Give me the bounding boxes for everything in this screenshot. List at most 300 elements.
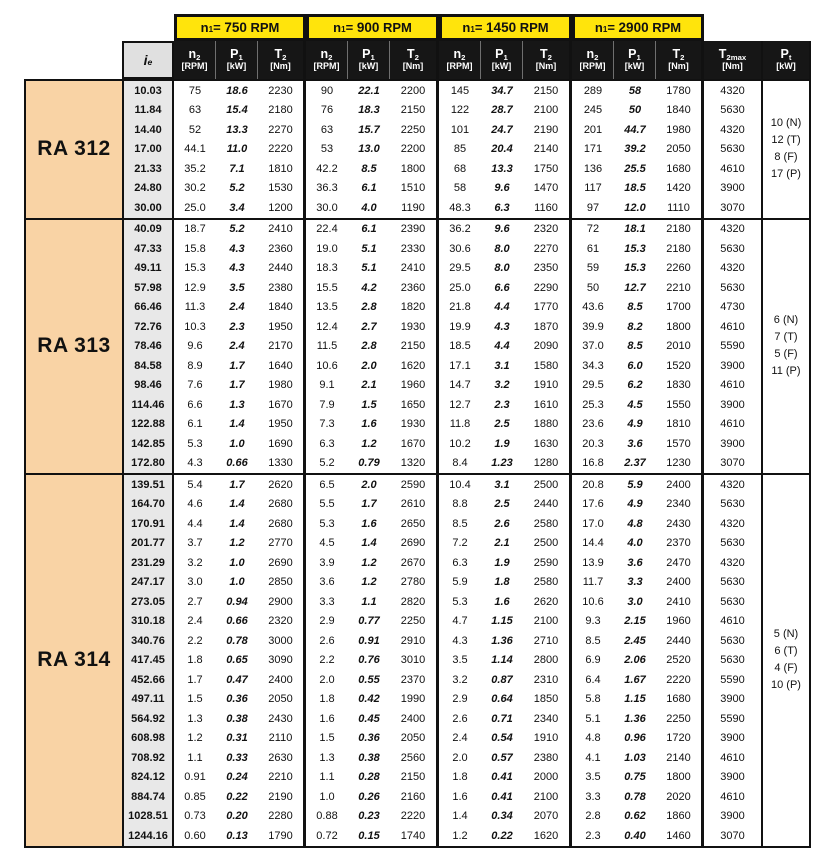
t2-cell: 1800 xyxy=(656,317,704,337)
n2-cell: 5.2 xyxy=(306,454,348,474)
n2-cell: 3.7 xyxy=(174,534,216,554)
p1-header xyxy=(216,41,258,79)
n2-cell: 22.4 xyxy=(306,220,348,240)
symbol-letter: n xyxy=(594,20,603,35)
n2-cell: 10.3 xyxy=(174,317,216,337)
symbol-letter: P xyxy=(230,47,239,62)
header-unit: [RPM] xyxy=(446,60,473,71)
p1-cell: 0.62 xyxy=(614,807,656,827)
t2-cell: 1690 xyxy=(258,434,306,454)
n2-cell: 4.1 xyxy=(572,748,614,768)
t2-cell: 1860 xyxy=(656,807,704,827)
pt-note-line: 11 (P) xyxy=(771,365,801,378)
n2-cell: 0.60 xyxy=(174,826,216,846)
symbol-letter: n xyxy=(200,20,209,35)
t2-cell: 1640 xyxy=(258,356,306,376)
ratio-cell: 40.09 xyxy=(122,220,174,240)
n2-cell: 19.0 xyxy=(306,239,348,259)
n2-cell: 2.6 xyxy=(306,631,348,651)
pt-note-line: 7 (T) xyxy=(774,331,798,344)
symbol-letter: n xyxy=(462,20,471,35)
t2-cell: 2150 xyxy=(523,81,572,101)
p1-cell: 39.2 xyxy=(614,140,656,160)
p1-cell: 0.65 xyxy=(216,651,258,671)
t2-cell: 2090 xyxy=(523,337,572,357)
t2-cell: 2500 xyxy=(523,534,572,554)
ratio-cell: 57.98 xyxy=(122,278,174,298)
p1-cell: 6.2 xyxy=(614,376,656,396)
t2-cell: 2340 xyxy=(656,495,704,515)
n2-cell: 36.2 xyxy=(439,220,481,240)
n2-cell: 58 xyxy=(439,179,481,199)
p1-cell: 0.64 xyxy=(481,690,523,710)
ratio-cell: 417.45 xyxy=(122,651,174,671)
t2max-cell: 4320 xyxy=(704,120,763,140)
ratio-cell: 247.17 xyxy=(122,573,174,593)
t2max-cell: 3900 xyxy=(704,768,763,788)
n2-cell: 1.8 xyxy=(174,651,216,671)
p1-cell: 8.5 xyxy=(614,298,656,318)
p1-cell: 0.75 xyxy=(614,768,656,788)
t2-cell: 2220 xyxy=(656,670,704,690)
p1-cell: 8.5 xyxy=(614,337,656,357)
n2-cell: 4.6 xyxy=(174,495,216,515)
t2-cell: 2320 xyxy=(523,220,572,240)
speed-unit: RPM xyxy=(648,20,682,35)
p1-cell: 1.03 xyxy=(614,748,656,768)
ratio-cell: 201.77 xyxy=(122,534,174,554)
p1-cell: 0.87 xyxy=(481,670,523,690)
t2-cell: 1820 xyxy=(390,298,439,318)
n2-cell: 63 xyxy=(306,120,348,140)
t2max-cell: 5630 xyxy=(704,101,763,121)
p1-cell: 18.1 xyxy=(614,220,656,240)
n2-cell: 1.6 xyxy=(439,787,481,807)
p1-cell: 0.40 xyxy=(614,826,656,846)
t2-cell: 1990 xyxy=(390,690,439,710)
p1-cell: 8.0 xyxy=(481,239,523,259)
n2-cell: 11.5 xyxy=(306,337,348,357)
t2max-cell: 3900 xyxy=(704,395,763,415)
t2-cell: 2410 xyxy=(656,592,704,612)
p1-cell: 2.0 xyxy=(348,475,390,495)
header-symbol xyxy=(673,48,685,62)
n2-cell: 0.85 xyxy=(174,787,216,807)
t2-cell: 2580 xyxy=(523,573,572,593)
p1-cell: 1.4 xyxy=(216,415,258,435)
n2-cell: 2.0 xyxy=(439,748,481,768)
p1-cell: 3.3 xyxy=(614,573,656,593)
t2max-cell: 3070 xyxy=(704,198,763,218)
symbol-subscript: 1 xyxy=(341,25,346,35)
n2-cell: 1.1 xyxy=(306,768,348,788)
p1-cell: 1.0 xyxy=(216,553,258,573)
pt-note xyxy=(763,475,811,846)
p1-cell: 4.5 xyxy=(614,395,656,415)
t2-cell: 2390 xyxy=(390,220,439,240)
t2-cell: 1700 xyxy=(656,298,704,318)
n2-cell: 1.5 xyxy=(306,729,348,749)
p1-cell: 1.7 xyxy=(216,356,258,376)
t2-cell: 1510 xyxy=(390,179,439,199)
header-symbol xyxy=(407,48,419,62)
t2-cell: 1930 xyxy=(390,415,439,435)
t2-cell: 2150 xyxy=(390,101,439,121)
p1-header xyxy=(481,41,523,79)
n2-cell: 1.5 xyxy=(174,690,216,710)
ratio-cell: 172.80 xyxy=(122,454,174,474)
t2-cell: 2000 xyxy=(523,768,572,788)
n2-cell: 5.3 xyxy=(174,434,216,454)
model-label: RA 312 xyxy=(24,81,122,218)
n2-cell: 12.9 xyxy=(174,278,216,298)
n2-cell: 1.0 xyxy=(306,787,348,807)
t2-cell: 1830 xyxy=(656,376,704,396)
t2-cell: 2100 xyxy=(523,787,572,807)
pt-note-line: 5 (F) xyxy=(774,348,798,361)
n2-cell: 17.6 xyxy=(572,495,614,515)
t2-cell: 1980 xyxy=(656,120,704,140)
t2-cell: 2360 xyxy=(258,239,306,259)
p1-cell: 0.38 xyxy=(348,748,390,768)
header-unit: [kW] xyxy=(226,60,247,71)
t2-cell: 2050 xyxy=(258,690,306,710)
n2-cell: 7.3 xyxy=(306,415,348,435)
t2-cell: 1740 xyxy=(390,826,439,846)
t2-header xyxy=(656,41,704,79)
t2-cell: 2910 xyxy=(390,631,439,651)
n2-cell: 25.0 xyxy=(174,198,216,218)
n2-cell: 6.6 xyxy=(174,395,216,415)
t2-cell: 3010 xyxy=(390,651,439,671)
p1-cell: 0.96 xyxy=(614,729,656,749)
n2-cell: 20.8 xyxy=(572,475,614,495)
t2-cell: 1530 xyxy=(258,179,306,199)
t2-cell: 2140 xyxy=(656,748,704,768)
t2-cell: 2180 xyxy=(258,101,306,121)
n2-cell: 10.4 xyxy=(439,475,481,495)
symbol-subscript: 2max xyxy=(726,53,747,63)
symbol-subscript: 2 xyxy=(547,53,552,63)
header-unit: [RPM] xyxy=(579,60,606,71)
t2max-cell: 4610 xyxy=(704,787,763,807)
t2max-cell: 4610 xyxy=(704,415,763,435)
input-speed-header xyxy=(306,14,439,41)
n2-cell: 1.8 xyxy=(439,768,481,788)
n2-cell: 75 xyxy=(174,81,216,101)
n2-cell: 2.4 xyxy=(174,612,216,632)
n2-header xyxy=(439,41,481,79)
p1-cell: 3.1 xyxy=(481,356,523,376)
p1-cell: 0.22 xyxy=(481,826,523,846)
n2-cell: 14.7 xyxy=(439,376,481,396)
n2-cell: 63 xyxy=(174,101,216,121)
t2max-cell: 3070 xyxy=(704,826,763,846)
speed-value: 1450 xyxy=(486,20,517,35)
ratio-cell: 340.76 xyxy=(122,631,174,651)
t2-cell: 2610 xyxy=(390,495,439,515)
p1-cell: 0.66 xyxy=(216,612,258,632)
p1-cell: 0.23 xyxy=(348,807,390,827)
t2-cell: 2220 xyxy=(390,807,439,827)
t2-cell: 1670 xyxy=(390,434,439,454)
t2max-cell: 4610 xyxy=(704,748,763,768)
n2-cell: 101 xyxy=(439,120,481,140)
header-unit: [kW] xyxy=(358,60,379,71)
p1-cell: 0.15 xyxy=(348,826,390,846)
p1-cell: 0.57 xyxy=(481,748,523,768)
n2-cell: 10.6 xyxy=(306,356,348,376)
t2-cell: 2320 xyxy=(258,612,306,632)
input-speed-header xyxy=(572,14,704,41)
header-symbol xyxy=(719,48,746,62)
p1-cell: 15.7 xyxy=(348,120,390,140)
n2-cell: 25.0 xyxy=(439,278,481,298)
t2-cell: 2340 xyxy=(523,709,572,729)
n2-cell: 30.2 xyxy=(174,179,216,199)
t2max-cell: 5590 xyxy=(704,670,763,690)
n2-cell: 3.0 xyxy=(174,573,216,593)
ratio-cell: 452.66 xyxy=(122,670,174,690)
p1-cell: 50 xyxy=(614,101,656,121)
ratio-cell: 49.11 xyxy=(122,259,174,279)
n2-cell: 122 xyxy=(439,101,481,121)
header-symbol xyxy=(275,48,287,62)
pt-note xyxy=(763,81,811,218)
symbol-letter: T xyxy=(274,47,283,62)
p1-cell: 0.28 xyxy=(348,768,390,788)
t2-cell: 2440 xyxy=(258,259,306,279)
pt-note-line: 8 (F) xyxy=(774,151,798,164)
n2-cell: 30.6 xyxy=(439,239,481,259)
p1-cell: 1.6 xyxy=(348,415,390,435)
ratio-cell: 14.40 xyxy=(122,120,174,140)
p1-cell: 11.0 xyxy=(216,140,258,160)
n2-cell: 30.0 xyxy=(306,198,348,218)
p1-cell: 1.7 xyxy=(216,475,258,495)
p1-cell: 1.15 xyxy=(614,690,656,710)
pt-note-line: 6 (T) xyxy=(774,645,798,658)
t2-cell: 2650 xyxy=(390,514,439,534)
p1-cell: 20.4 xyxy=(481,140,523,160)
symbol-letter: i xyxy=(143,52,148,68)
symbol-letter: T xyxy=(407,47,415,62)
t2-cell: 1620 xyxy=(523,826,572,846)
t2-cell: 1620 xyxy=(390,356,439,376)
n2-cell: 34.3 xyxy=(572,356,614,376)
p1-cell: 15.3 xyxy=(614,239,656,259)
n2-cell: 1.8 xyxy=(306,690,348,710)
p1-cell: 8.0 xyxy=(481,259,523,279)
t2-cell: 2850 xyxy=(258,573,306,593)
n2-cell: 43.6 xyxy=(572,298,614,318)
t2max-cell: 3900 xyxy=(704,179,763,199)
speed-unit: RPM xyxy=(246,20,280,35)
p1-cell: 0.66 xyxy=(216,454,258,474)
table-body xyxy=(24,79,811,848)
t2-cell: 1840 xyxy=(258,298,306,318)
symbol-letter: T xyxy=(672,47,681,62)
t2max-cell: 5630 xyxy=(704,495,763,515)
n2-cell: 0.91 xyxy=(174,768,216,788)
symbol-subscript: 2 xyxy=(196,53,201,63)
p1-header xyxy=(614,41,656,79)
p1-cell: 1.2 xyxy=(348,553,390,573)
p1-cell: 8.5 xyxy=(348,159,390,179)
t2-cell: 2520 xyxy=(656,651,704,671)
t2-cell: 2370 xyxy=(390,670,439,690)
n2-cell: 23.6 xyxy=(572,415,614,435)
ratio-cell: 78.46 xyxy=(122,337,174,357)
p1-cell: 2.4 xyxy=(216,298,258,318)
ratio-cell: 72.76 xyxy=(122,317,174,337)
ratio-cell: 1028.51 xyxy=(122,807,174,827)
t2-cell: 1950 xyxy=(258,317,306,337)
n2-cell: 201 xyxy=(572,120,614,140)
header-symbol xyxy=(230,48,243,62)
ratio-cell: 139.51 xyxy=(122,475,174,495)
t2-cell: 2770 xyxy=(258,534,306,554)
t2-cell: 2400 xyxy=(258,670,306,690)
t2-cell: 2470 xyxy=(656,553,704,573)
ratio-cell: 98.46 xyxy=(122,376,174,396)
t2-cell: 1680 xyxy=(656,159,704,179)
header-unit: [RPM] xyxy=(313,60,340,71)
model-section xyxy=(24,218,811,474)
symbol-subscript: 1 xyxy=(602,25,608,35)
n2-cell: 6.9 xyxy=(572,651,614,671)
t2max-cell: 4610 xyxy=(704,317,763,337)
t2-cell: 2110 xyxy=(258,729,306,749)
equals-sign: = xyxy=(213,20,225,35)
symbol-subscript: 2 xyxy=(414,53,419,63)
p1-cell: 1.9 xyxy=(481,553,523,573)
n2-cell: 76 xyxy=(306,101,348,121)
p1-cell: 0.55 xyxy=(348,670,390,690)
n2-cell: 20.3 xyxy=(572,434,614,454)
n2-cell: 10.6 xyxy=(572,592,614,612)
p1-cell: 1.0 xyxy=(216,434,258,454)
header-symbol xyxy=(454,48,466,62)
symbol-subscript: e xyxy=(147,57,153,68)
t2-cell: 1320 xyxy=(390,454,439,474)
t2-cell: 1750 xyxy=(523,159,572,179)
n2-cell: 136 xyxy=(572,159,614,179)
n2-cell: 72 xyxy=(572,220,614,240)
n2-cell: 29.5 xyxy=(572,376,614,396)
t2-cell: 1910 xyxy=(523,376,572,396)
t2-cell: 1910 xyxy=(523,729,572,749)
t2max-header xyxy=(704,41,763,79)
t2-cell: 2680 xyxy=(258,495,306,515)
t2-cell: 2430 xyxy=(258,709,306,729)
n2-cell: 5.8 xyxy=(572,690,614,710)
t2-cell: 1280 xyxy=(523,454,572,474)
p1-cell: 13.3 xyxy=(216,120,258,140)
t2-cell: 1850 xyxy=(523,690,572,710)
t2max-cell: 3900 xyxy=(704,356,763,376)
pt-header xyxy=(763,41,811,79)
n2-cell: 14.4 xyxy=(572,534,614,554)
t2-cell: 2380 xyxy=(258,278,306,298)
n2-cell: 29.5 xyxy=(439,259,481,279)
t2-cell: 1960 xyxy=(390,376,439,396)
t2-cell: 2180 xyxy=(656,220,704,240)
t2max-cell: 4610 xyxy=(704,612,763,632)
symbol-subscript: 2 xyxy=(461,53,466,63)
p1-cell: 4.9 xyxy=(614,415,656,435)
t2-cell: 1610 xyxy=(523,395,572,415)
t2-cell: 3090 xyxy=(258,651,306,671)
t2-cell: 2270 xyxy=(523,239,572,259)
symbol-subscript: t xyxy=(788,53,792,63)
header-unit: [Nm] xyxy=(722,60,743,71)
symbol-subscript: 1 xyxy=(636,53,641,63)
t2-cell: 2150 xyxy=(390,768,439,788)
p1-cell: 4.3 xyxy=(216,239,258,259)
symbol-subscript: 2 xyxy=(328,53,333,63)
t2-cell: 2010 xyxy=(656,337,704,357)
p1-cell: 1.2 xyxy=(348,573,390,593)
p1-cell: 2.1 xyxy=(481,534,523,554)
p1-cell: 6.0 xyxy=(614,356,656,376)
t2-cell: 2680 xyxy=(258,514,306,534)
n2-cell: 2.2 xyxy=(174,631,216,651)
t2-cell: 2020 xyxy=(656,787,704,807)
n2-cell: 1.6 xyxy=(306,709,348,729)
n2-cell: 2.4 xyxy=(439,729,481,749)
n2-cell: 12.4 xyxy=(306,317,348,337)
p1-cell: 0.79 xyxy=(348,454,390,474)
n2-cell: 171 xyxy=(572,140,614,160)
n2-cell: 5.5 xyxy=(306,495,348,515)
symbol-subscript: 1 xyxy=(503,53,508,63)
n2-cell: 53 xyxy=(306,140,348,160)
p1-cell: 1.23 xyxy=(481,454,523,474)
ratio-cell: 608.98 xyxy=(122,729,174,749)
t2-cell: 2440 xyxy=(656,631,704,651)
symbol-letter: P xyxy=(495,47,504,62)
ratio-cell: 564.92 xyxy=(122,709,174,729)
p1-cell: 2.7 xyxy=(348,317,390,337)
p1-cell: 1.5 xyxy=(348,395,390,415)
t2-cell: 1950 xyxy=(258,415,306,435)
n2-cell: 289 xyxy=(572,81,614,101)
t2-cell: 2250 xyxy=(390,120,439,140)
n2-cell: 4.3 xyxy=(439,631,481,651)
pt-note xyxy=(763,220,811,474)
p1-cell: 18.3 xyxy=(348,101,390,121)
t2-cell: 2440 xyxy=(523,495,572,515)
p1-cell: 2.45 xyxy=(614,631,656,651)
t2-header xyxy=(523,41,572,79)
n2-cell: 10.2 xyxy=(439,434,481,454)
p1-cell: 0.47 xyxy=(216,670,258,690)
t2-cell: 2900 xyxy=(258,592,306,612)
n2-cell: 11.3 xyxy=(174,298,216,318)
p1-cell: 1.7 xyxy=(216,376,258,396)
n2-cell: 17.1 xyxy=(439,356,481,376)
n2-cell: 35.2 xyxy=(174,159,216,179)
header-symbol xyxy=(495,48,508,62)
p1-cell: 4.9 xyxy=(614,495,656,515)
n2-cell: 17.0 xyxy=(572,514,614,534)
p1-cell: 0.31 xyxy=(216,729,258,749)
p1-cell: 4.4 xyxy=(481,298,523,318)
header-unit: [kW] xyxy=(491,60,512,71)
p1-cell: 5.9 xyxy=(614,475,656,495)
t2-cell: 2690 xyxy=(258,553,306,573)
